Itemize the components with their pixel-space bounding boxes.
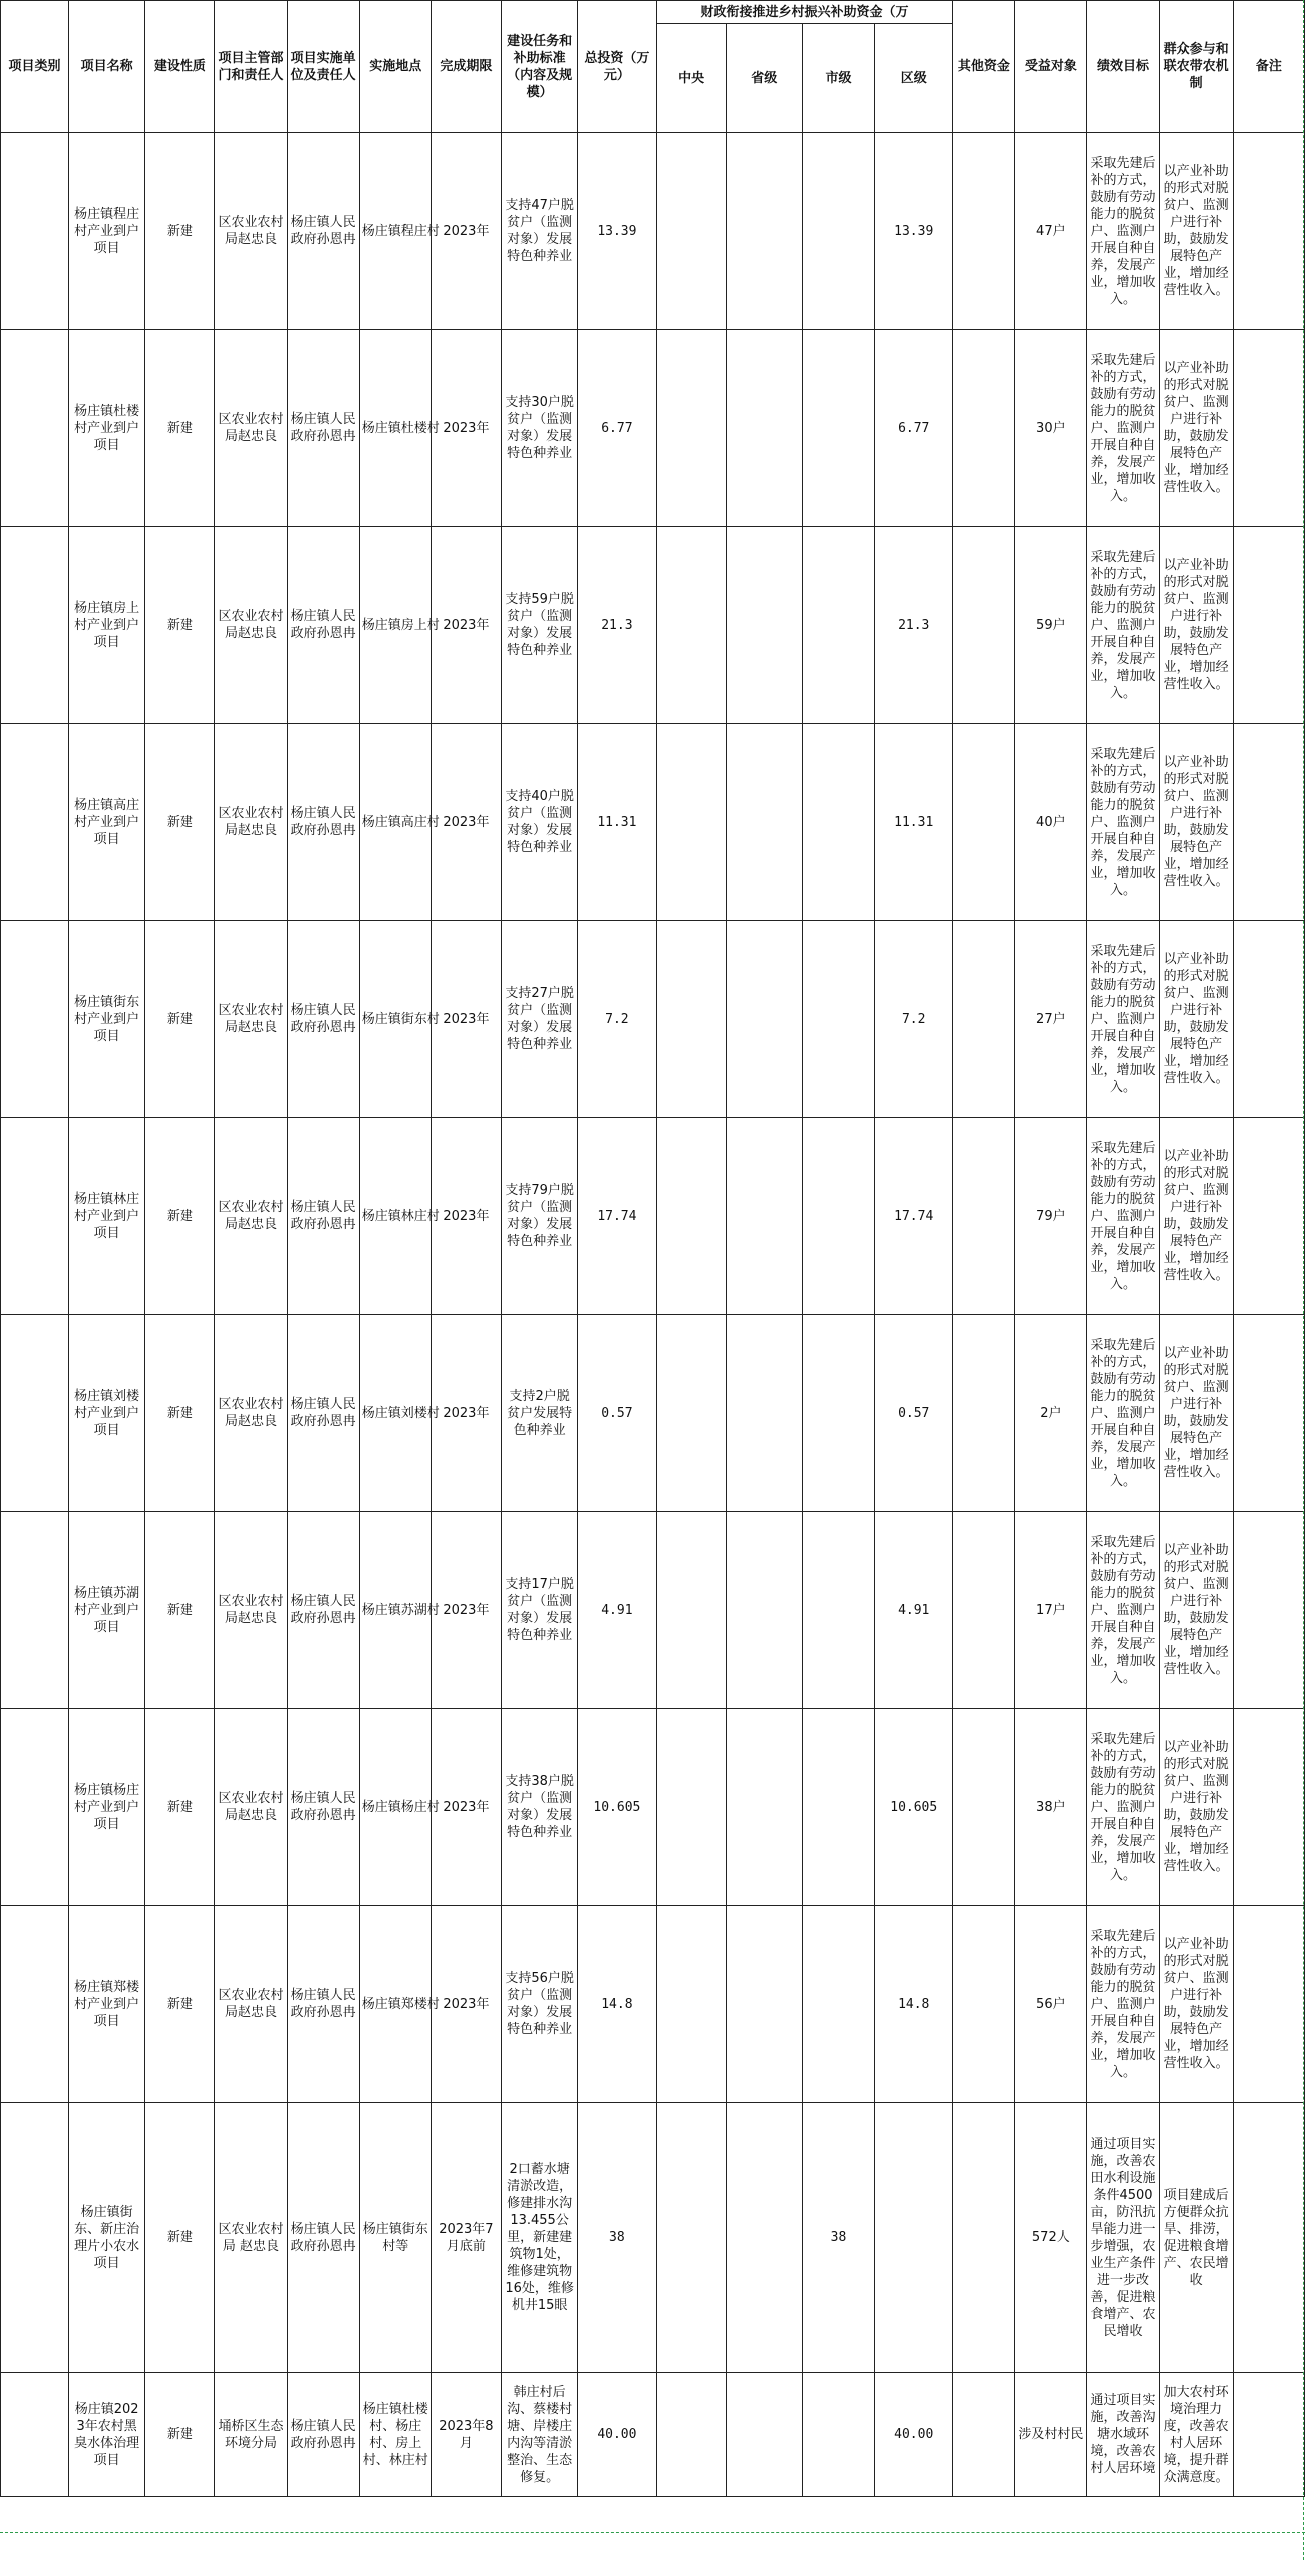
cell-deadline[interactable]: 2023年: [431, 1315, 501, 1512]
cell-unit[interactable]: 杨庄镇人民政府孙恩冉: [287, 1512, 359, 1709]
cell-category[interactable]: [1, 1906, 69, 2103]
cell-total[interactable]: 38: [578, 2103, 656, 2373]
cell-project-name[interactable]: 杨庄镇杨庄村产业到户项目: [69, 1709, 145, 1906]
page-break-line: [1303, 0, 1304, 2560]
cell-total[interactable]: 14.8: [578, 1906, 656, 2103]
cell-district[interactable]: 40.00: [875, 2373, 953, 2497]
cell-mechanism[interactable]: 以产业补助的形式对脱贫户、监测户进行补助，鼓励发展特色产业，增加经营性收入。: [1159, 724, 1233, 921]
col-header-goal[interactable]: 绩效目标: [1087, 1, 1159, 133]
cell-central[interactable]: [656, 1315, 726, 1512]
cell-city[interactable]: [802, 133, 874, 330]
cell-district[interactable]: 0.57: [875, 1315, 953, 1512]
cell-total[interactable]: 6.77: [578, 330, 656, 527]
cell-goal[interactable]: 采取先建后补的方式，鼓励有劳动能力的脱贫户、监测户开展自种自养，发展产业，增加收入。: [1087, 1315, 1159, 1512]
cell-note[interactable]: [1233, 2373, 1304, 2497]
cell-district[interactable]: [875, 2103, 953, 2373]
cell-mechanism[interactable]: 以产业补助的形式对脱贫户、监测户进行补助，鼓励发展特色产业，增加经营性收入。: [1159, 1315, 1233, 1512]
cell-task[interactable]: 支持47户脱贫户（监测对象）发展特色种养业: [501, 133, 577, 330]
cell-task[interactable]: 支持59户脱贫户（监测对象）发展特色种养业: [501, 527, 577, 724]
cell-category[interactable]: [1, 1315, 69, 1512]
cell-city[interactable]: [802, 330, 874, 527]
cell-deadline[interactable]: 2023年8月: [431, 2373, 501, 2497]
cell-deadline[interactable]: 2023年: [431, 527, 501, 724]
cell-other[interactable]: [953, 527, 1015, 724]
cell-mechanism[interactable]: 以产业补助的形式对脱贫户、监测户进行补助，鼓励发展特色产业，增加经营性收入。: [1159, 527, 1233, 724]
cell-central[interactable]: [656, 1906, 726, 2103]
table-row: [1, 1118, 1305, 1315]
col-header-location[interactable]: 实施地点: [359, 1, 431, 133]
cell-city[interactable]: [802, 1709, 874, 1906]
cell-city[interactable]: [802, 921, 874, 1118]
cell-category[interactable]: [1, 2103, 69, 2373]
cell-note[interactable]: [1233, 2103, 1304, 2373]
cell-dept[interactable]: 区农业农村局赵忠良: [215, 921, 287, 1118]
cell-nature[interactable]: 新建: [145, 527, 215, 724]
cell-note[interactable]: [1233, 330, 1304, 527]
cell-category[interactable]: [1, 527, 69, 724]
col-header-unit[interactable]: 项目实施单位及责任人: [287, 1, 359, 133]
cell-category[interactable]: [1, 921, 69, 1118]
cell-unit[interactable]: 杨庄镇人民政府孙恩冉: [287, 1709, 359, 1906]
cell-nature[interactable]: 新建: [145, 2103, 215, 2373]
cell-province[interactable]: [726, 1315, 802, 1512]
cell-unit[interactable]: 杨庄镇人民政府孙恩冉: [287, 133, 359, 330]
cell-total[interactable]: 17.74: [578, 1118, 656, 1315]
cell-nature[interactable]: 新建: [145, 1315, 215, 1512]
table-row: [1, 1906, 1305, 2103]
cell-city[interactable]: [802, 527, 874, 724]
cell-goal[interactable]: 采取先建后补的方式，鼓励有劳动能力的脱贫户、监测户开展自种自养，发展产业，增加收入。: [1087, 1709, 1159, 1906]
cell-task[interactable]: 支持38户脱贫户（监测对象）发展特色种养业: [501, 1709, 577, 1906]
cell-category[interactable]: [1, 330, 69, 527]
cell-other[interactable]: [953, 2103, 1015, 2373]
cell-task[interactable]: 支持2户脱贫户发展特色种养业: [501, 1315, 577, 1512]
cell-unit[interactable]: 杨庄镇人民政府孙恩冉: [287, 527, 359, 724]
cell-other[interactable]: [953, 724, 1015, 921]
cell-city[interactable]: [802, 724, 874, 921]
cell-province[interactable]: [726, 133, 802, 330]
cell-location[interactable]: 杨庄镇杨庄村: [359, 1709, 431, 1906]
cell-city[interactable]: 38: [802, 2103, 874, 2373]
table-row: [1, 330, 1305, 527]
cell-deadline[interactable]: 2023年: [431, 133, 501, 330]
cell-deadline[interactable]: 2023年: [431, 1512, 501, 1709]
cell-district[interactable]: 7.2: [875, 921, 953, 1118]
cell-dept[interactable]: 区农业农村局赵忠良: [215, 1118, 287, 1315]
cell-mechanism[interactable]: 以产业补助的形式对脱贫户、监测户进行补助，鼓励发展特色产业，增加经营性收入。: [1159, 921, 1233, 1118]
cell-mechanism[interactable]: 以产业补助的形式对脱贫户、监测户进行补助，鼓励发展特色产业，增加经营性收入。: [1159, 1709, 1233, 1906]
cell-project-name[interactable]: 杨庄镇街东村产业到户项目: [69, 921, 145, 1118]
col-header-central[interactable]: 中央: [656, 24, 726, 133]
cell-note[interactable]: [1233, 724, 1304, 921]
cell-unit[interactable]: 杨庄镇人民政府孙恩冉: [287, 921, 359, 1118]
cell-nature[interactable]: 新建: [145, 330, 215, 527]
cell-project-name[interactable]: 杨庄镇刘楼村产业到户项目: [69, 1315, 145, 1512]
cell-location[interactable]: 杨庄镇刘楼村: [359, 1315, 431, 1512]
cell-province[interactable]: [726, 527, 802, 724]
table-row: [1, 724, 1305, 921]
cell-unit[interactable]: 杨庄镇人民政府孙恩冉: [287, 2373, 359, 2497]
cell-province[interactable]: [726, 1906, 802, 2103]
cell-central[interactable]: [656, 133, 726, 330]
cell-other[interactable]: [953, 1315, 1015, 1512]
col-header-beneficiary[interactable]: 受益对象: [1015, 1, 1087, 133]
col-header-district[interactable]: 区级: [875, 24, 953, 133]
cell-other[interactable]: [953, 1906, 1015, 2103]
cell-city[interactable]: [802, 1315, 874, 1512]
cell-category[interactable]: [1, 2373, 69, 2497]
cell-total[interactable]: 11.31: [578, 724, 656, 921]
col-header-province[interactable]: 省级: [726, 24, 802, 133]
cell-nature[interactable]: 新建: [145, 724, 215, 921]
cell-nature[interactable]: 新建: [145, 1118, 215, 1315]
cell-location[interactable]: 杨庄镇程庄村: [359, 133, 431, 330]
table-body: [1, 133, 1305, 2497]
cell-location[interactable]: 杨庄镇高庄村: [359, 724, 431, 921]
table-row: [1, 133, 1305, 330]
cell-beneficiary[interactable]: 30户: [1015, 330, 1087, 527]
cell-other[interactable]: [953, 1118, 1015, 1315]
cell-city[interactable]: [802, 2373, 874, 2497]
cell-beneficiary[interactable]: 涉及村村民: [1015, 2373, 1087, 2497]
cell-goal[interactable]: 采取先建后补的方式，鼓励有劳动能力的脱贫户、监测户开展自种自养，发展产业，增加收入。: [1087, 724, 1159, 921]
cell-location[interactable]: 杨庄镇苏湖村: [359, 1512, 431, 1709]
cell-other[interactable]: [953, 1709, 1015, 1906]
cell-province[interactable]: [726, 330, 802, 527]
cell-project-name[interactable]: 杨庄镇程庄村产业到户项目: [69, 133, 145, 330]
cell-district[interactable]: 10.605: [875, 1709, 953, 1906]
cell-total[interactable]: 4.91: [578, 1512, 656, 1709]
cell-note[interactable]: [1233, 1315, 1304, 1512]
col-header-total[interactable]: 总投资（万元）: [578, 1, 656, 133]
cell-district[interactable]: 13.39: [875, 133, 953, 330]
cell-beneficiary[interactable]: 17户: [1015, 1512, 1087, 1709]
cell-unit[interactable]: 杨庄镇人民政府孙恩冉: [287, 330, 359, 527]
cell-nature[interactable]: 新建: [145, 1906, 215, 2103]
col-header-name[interactable]: 项目名称: [69, 1, 145, 133]
cell-deadline[interactable]: 2023年: [431, 1118, 501, 1315]
table-row: [1, 2373, 1305, 2497]
cell-nature[interactable]: 新建: [145, 921, 215, 1118]
cell-province[interactable]: [726, 2103, 802, 2373]
table-row: [1, 527, 1305, 724]
cell-district[interactable]: 17.74: [875, 1118, 953, 1315]
col-header-note[interactable]: 备注: [1233, 1, 1304, 133]
cell-mechanism[interactable]: 以产业补助的形式对脱贫户、监测户进行补助，鼓励发展特色产业，增加经营性收入。: [1159, 330, 1233, 527]
cell-note[interactable]: [1233, 133, 1304, 330]
cell-task[interactable]: 韩庄村后沟、蔡楼村塘、岸楼庄内沟等清淤整治、生态修复。: [501, 2373, 577, 2497]
cell-beneficiary[interactable]: 27户: [1015, 921, 1087, 1118]
table-row: [1, 2103, 1305, 2373]
cell-task[interactable]: 2口蓄水塘清淤改造，修建排水沟13.455公里，新建建筑物1处，维修建筑物16处，维修机井15眼: [501, 2103, 577, 2373]
cell-dept[interactable]: 区农业农村局赵忠良: [215, 527, 287, 724]
cell-beneficiary[interactable]: 2户: [1015, 1315, 1087, 1512]
cell-project-name[interactable]: 杨庄镇苏湖村产业到户项目: [69, 1512, 145, 1709]
cell-total[interactable]: 40.00: [578, 2373, 656, 2497]
cell-note[interactable]: [1233, 1512, 1304, 1709]
cell-dept[interactable]: 埇桥区生态环境分局: [215, 2373, 287, 2497]
cell-goal[interactable]: 采取先建后补的方式，鼓励有劳动能力的脱贫户、监测户开展自种自养，发展产业，增加收入。: [1087, 921, 1159, 1118]
cell-category[interactable]: [1, 1709, 69, 1906]
cell-other[interactable]: [953, 330, 1015, 527]
cell-location[interactable]: 杨庄镇林庄村: [359, 1118, 431, 1315]
cell-other[interactable]: [953, 133, 1015, 330]
cell-note[interactable]: [1233, 1906, 1304, 2103]
cell-task[interactable]: 支持40户脱贫户（监测对象）发展特色种养业: [501, 724, 577, 921]
cell-goal[interactable]: 通过项目实施，改善沟塘水域环境，改善农村人居环境: [1087, 2373, 1159, 2497]
cell-location[interactable]: 杨庄镇杜楼村: [359, 330, 431, 527]
cell-deadline[interactable]: 2023年: [431, 921, 501, 1118]
cell-nature[interactable]: 新建: [145, 2373, 215, 2497]
cell-beneficiary[interactable]: 59户: [1015, 527, 1087, 724]
cell-dept[interactable]: 区农业农村局赵忠良: [215, 724, 287, 921]
cell-note[interactable]: [1233, 1118, 1304, 1315]
col-header-funding-group[interactable]: 财政衔接推进乡村振兴补助资金（万: [656, 1, 953, 24]
cell-category[interactable]: [1, 133, 69, 330]
cell-goal[interactable]: 采取先建后补的方式，鼓励有劳动能力的脱贫户、监测户开展自种自养，发展产业，增加收入。: [1087, 1118, 1159, 1315]
table-row: [1, 1512, 1305, 1709]
cell-project-name[interactable]: 杨庄镇高庄村产业到户项目: [69, 724, 145, 921]
cell-unit[interactable]: 杨庄镇人民政府孙恩冉: [287, 1118, 359, 1315]
cell-beneficiary[interactable]: 56户: [1015, 1906, 1087, 2103]
cell-total[interactable]: 10.605: [578, 1709, 656, 1906]
col-header-other[interactable]: 其他资金: [953, 1, 1015, 133]
cell-goal[interactable]: 通过项目实施，改善农田水利设施条件4500亩，防汛抗旱能力进一步增强，农业生产条件进一步改善，促进粮食增产、农民增收: [1087, 2103, 1159, 2373]
col-header-dept[interactable]: 项目主管部门和责任人: [215, 1, 287, 133]
cell-other[interactable]: [953, 1512, 1015, 1709]
cell-project-name[interactable]: 杨庄镇街东、新庄治理片小农水项目: [69, 2103, 145, 2373]
cell-province[interactable]: [726, 921, 802, 1118]
cell-dept[interactable]: 区农业农村局 赵忠良: [215, 2103, 287, 2373]
cell-nature[interactable]: 新建: [145, 133, 215, 330]
cell-dept[interactable]: 区农业农村局赵忠良: [215, 1906, 287, 2103]
cell-project-name[interactable]: 杨庄镇杜楼村产业到户项目: [69, 330, 145, 527]
cell-city[interactable]: [802, 1118, 874, 1315]
cell-goal[interactable]: 采取先建后补的方式，鼓励有劳动能力的脱贫户、监测户开展自种自养，发展产业，增加收入。: [1087, 330, 1159, 527]
cell-province[interactable]: [726, 1118, 802, 1315]
cell-central[interactable]: [656, 724, 726, 921]
cell-province[interactable]: [726, 1709, 802, 1906]
cell-project-name[interactable]: 杨庄镇2023年农村黑臭水体治理项目: [69, 2373, 145, 2497]
cell-beneficiary[interactable]: 47户: [1015, 133, 1087, 330]
cell-central[interactable]: [656, 921, 726, 1118]
cell-total[interactable]: 21.3: [578, 527, 656, 724]
col-header-task[interactable]: 建设任务和补助标准（内容及规模）: [501, 1, 577, 133]
cell-location[interactable]: 杨庄镇街东村: [359, 921, 431, 1118]
cell-beneficiary[interactable]: 40户: [1015, 724, 1087, 921]
cell-dept[interactable]: 区农业农村局赵忠良: [215, 1512, 287, 1709]
cell-deadline[interactable]: 2023年: [431, 724, 501, 921]
table-row: [1, 1709, 1305, 1906]
col-header-nature[interactable]: 建设性质: [145, 1, 215, 133]
cell-note[interactable]: [1233, 527, 1304, 724]
cell-task[interactable]: 支持17户脱贫户（监测对象）发展特色种养业: [501, 1512, 577, 1709]
cell-total[interactable]: 0.57: [578, 1315, 656, 1512]
cell-unit[interactable]: 杨庄镇人民政府孙恩冉: [287, 1315, 359, 1512]
cell-central[interactable]: [656, 527, 726, 724]
cell-beneficiary[interactable]: 38户: [1015, 1709, 1087, 1906]
cell-total[interactable]: 13.39: [578, 133, 656, 330]
cell-goal[interactable]: 采取先建后补的方式，鼓励有劳动能力的脱贫户、监测户开展自种自养，发展产业，增加收入。: [1087, 133, 1159, 330]
cell-deadline[interactable]: 2023年7月底前: [431, 2103, 501, 2373]
cell-district[interactable]: 21.3: [875, 527, 953, 724]
table-row: [1, 1315, 1305, 1512]
cell-unit[interactable]: 杨庄镇人民政府孙恩冉: [287, 2103, 359, 2373]
cell-category[interactable]: [1, 1512, 69, 1709]
cell-deadline[interactable]: 2023年: [431, 1906, 501, 2103]
cell-task[interactable]: 支持27户脱贫户（监测对象）发展特色种养业: [501, 921, 577, 1118]
cell-note[interactable]: [1233, 1709, 1304, 1906]
cell-task[interactable]: 支持30户脱贫户（监测对象）发展特色种养业: [501, 330, 577, 527]
cell-dept[interactable]: 区农业农村局赵忠良: [215, 1709, 287, 1906]
cell-goal[interactable]: 采取先建后补的方式，鼓励有劳动能力的脱贫户、监测户开展自种自养，发展产业，增加收入。: [1087, 527, 1159, 724]
cell-unit[interactable]: 杨庄镇人民政府孙恩冉: [287, 724, 359, 921]
cell-project-name[interactable]: 杨庄镇林庄村产业到户项目: [69, 1118, 145, 1315]
cell-central[interactable]: [656, 2373, 726, 2497]
cell-dept[interactable]: 区农业农村局赵忠良: [215, 1315, 287, 1512]
cell-district[interactable]: 11.31: [875, 724, 953, 921]
cell-province[interactable]: [726, 1512, 802, 1709]
cell-central[interactable]: [656, 1512, 726, 1709]
cell-mechanism[interactable]: 以产业补助的形式对脱贫户、监测户进行补助，鼓励发展特色产业，增加经营性收入。: [1159, 1906, 1233, 2103]
cell-goal[interactable]: 采取先建后补的方式，鼓励有劳动能力的脱贫户、监测户开展自种自养，发展产业，增加收入。: [1087, 1512, 1159, 1709]
cell-district[interactable]: 14.8: [875, 1906, 953, 2103]
sheet-empty-rows: [0, 2532, 1305, 2561]
cell-mechanism[interactable]: 以产业补助的形式对脱贫户、监测户进行补助，鼓励发展特色产业，增加经营性收入。: [1159, 1118, 1233, 1315]
cell-beneficiary[interactable]: 79户: [1015, 1118, 1087, 1315]
cell-beneficiary[interactable]: 572人: [1015, 2103, 1087, 2373]
cell-nature[interactable]: 新建: [145, 1709, 215, 1906]
cell-unit[interactable]: 杨庄镇人民政府孙恩冉: [287, 1906, 359, 2103]
cell-location[interactable]: 杨庄镇房上村: [359, 527, 431, 724]
cell-mechanism[interactable]: 加大农村环境治理力度，改善农村人居环境，提升群众满意度。: [1159, 2373, 1233, 2497]
cell-mechanism[interactable]: 以产业补助的形式对脱贫户、监测户进行补助，鼓励发展特色产业，增加经营性收入。: [1159, 1512, 1233, 1709]
cell-central[interactable]: [656, 1118, 726, 1315]
cell-category[interactable]: [1, 1118, 69, 1315]
table-row: [1, 921, 1305, 1118]
cell-task[interactable]: 支持79户脱贫户（监测对象）发展特色种养业: [501, 1118, 577, 1315]
cell-location[interactable]: 杨庄镇杜楼村、杨庄村、房上村、林庄村: [359, 2373, 431, 2497]
cell-mechanism[interactable]: 项目建成后方便群众抗旱、排涝，促进粮食增产、农民增收: [1159, 2103, 1233, 2373]
cell-dept[interactable]: 区农业农村局赵忠良: [215, 330, 287, 527]
col-header-city[interactable]: 市级: [802, 24, 874, 133]
cell-district[interactable]: 4.91: [875, 1512, 953, 1709]
cell-total[interactable]: 7.2: [578, 921, 656, 1118]
cell-deadline[interactable]: 2023年: [431, 1709, 501, 1906]
cell-province[interactable]: [726, 724, 802, 921]
cell-project-name[interactable]: 杨庄镇房上村产业到户项目: [69, 527, 145, 724]
cell-note[interactable]: [1233, 921, 1304, 1118]
cell-dept[interactable]: 区农业农村局赵忠良: [215, 133, 287, 330]
cell-city[interactable]: [802, 1512, 874, 1709]
cell-other[interactable]: [953, 921, 1015, 1118]
cell-category[interactable]: [1, 724, 69, 921]
cell-mechanism[interactable]: 以产业补助的形式对脱贫户、监测户进行补助，鼓励发展特色产业，增加经营性收入。: [1159, 133, 1233, 330]
cell-other[interactable]: [953, 2373, 1015, 2497]
cell-central[interactable]: [656, 330, 726, 527]
cell-deadline[interactable]: 2023年: [431, 330, 501, 527]
cell-project-name[interactable]: 杨庄镇郑楼村产业到户项目: [69, 1906, 145, 2103]
cell-central[interactable]: [656, 1709, 726, 1906]
cell-province[interactable]: [726, 2373, 802, 2497]
cell-location[interactable]: 杨庄镇郑楼村: [359, 1906, 431, 2103]
cell-goal[interactable]: 采取先建后补的方式，鼓励有劳动能力的脱贫户、监测户开展自种自养，发展产业，增加收入。: [1087, 1906, 1159, 2103]
cell-district[interactable]: 6.77: [875, 330, 953, 527]
cell-central[interactable]: [656, 2103, 726, 2373]
cell-task[interactable]: 支持56户脱贫户（监测对象）发展特色种养业: [501, 1906, 577, 2103]
cell-nature[interactable]: 新建: [145, 1512, 215, 1709]
col-header-mechanism[interactable]: 群众参与和联农带农机制: [1159, 1, 1233, 133]
cell-location[interactable]: 杨庄镇街东村等: [359, 2103, 431, 2373]
col-header-category[interactable]: 项目类别: [1, 1, 69, 133]
cell-city[interactable]: [802, 1906, 874, 2103]
col-header-deadline[interactable]: 完成期限: [431, 1, 501, 133]
